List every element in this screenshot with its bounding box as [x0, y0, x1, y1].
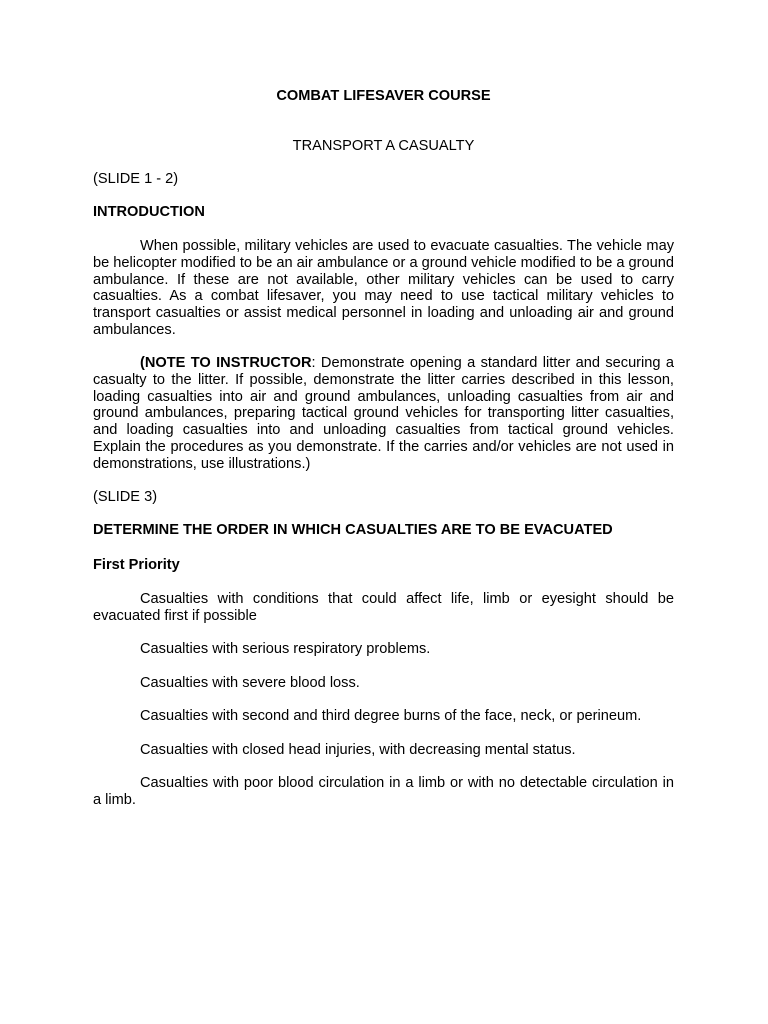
instructor-note-lead: (NOTE TO INSTRUCTOR: [140, 355, 312, 371]
priority-heading: First Priority: [93, 557, 180, 573]
document-subtitle: TRANSPORT A CASUALTY: [292, 138, 475, 154]
list-item: Casualties with severe blood loss.: [140, 675, 360, 691]
instructor-note-paragraph: [93, 355, 674, 473]
list-item: Casualties with poor blood circulation in a limb or with no detectable circulation in a limb.: [93, 775, 674, 808]
slide-marker-3: (SLIDE 3): [93, 489, 158, 505]
introduction-paragraph: When possible, military vehicles are used to evacuate casualties. The vehicle may be helicopter modified to be an air ambulance or a ground vehicle modified to be a ground ambulance. If these are not available, other military vehicles can be used to carry casualties. As a combat lifesaver, you may need to use tactical military vehicles to transport casualties or assist medical personnel in loading and unloading air and ground ambulances.: [93, 238, 674, 338]
document-title: COMBAT LIFESAVER COURSE: [276, 88, 491, 104]
list-item: Casualties with closed head injuries, with decreasing mental status.: [140, 742, 576, 758]
slide-marker-1: (SLIDE 1 - 2): [93, 171, 179, 187]
instructor-note-body: : Demonstrate opening a standard litter and securing a casualty to the litter. If possible, demonstrate the litter carries described in this lesson, loading casualties into air and ground ambulances, unloading casualties from air and ground ambulances, preparing tactical ground vehicles for transporting litter casualties, and loading casualties into and unloading casualties from tactical ground vehicles. Explain the procedures as you demonstrate. If the carries and/or vehicles are not used in demonstrations, use illustrations.): [93, 355, 674, 472]
list-item: Casualties with serious respiratory problems.: [140, 641, 431, 657]
section-heading: DETERMINE THE ORDER IN WHICH CASUALTIES ARE TO BE EVACUATED: [93, 522, 613, 538]
introduction-heading: INTRODUCTION: [93, 204, 205, 220]
priority-intro-paragraph: Casualties with conditions that could affect life, limb or eyesight should be evacuated first if possible: [93, 591, 674, 624]
list-item: Casualties with second and third degree burns of the face, neck, or perineum.: [140, 708, 642, 724]
